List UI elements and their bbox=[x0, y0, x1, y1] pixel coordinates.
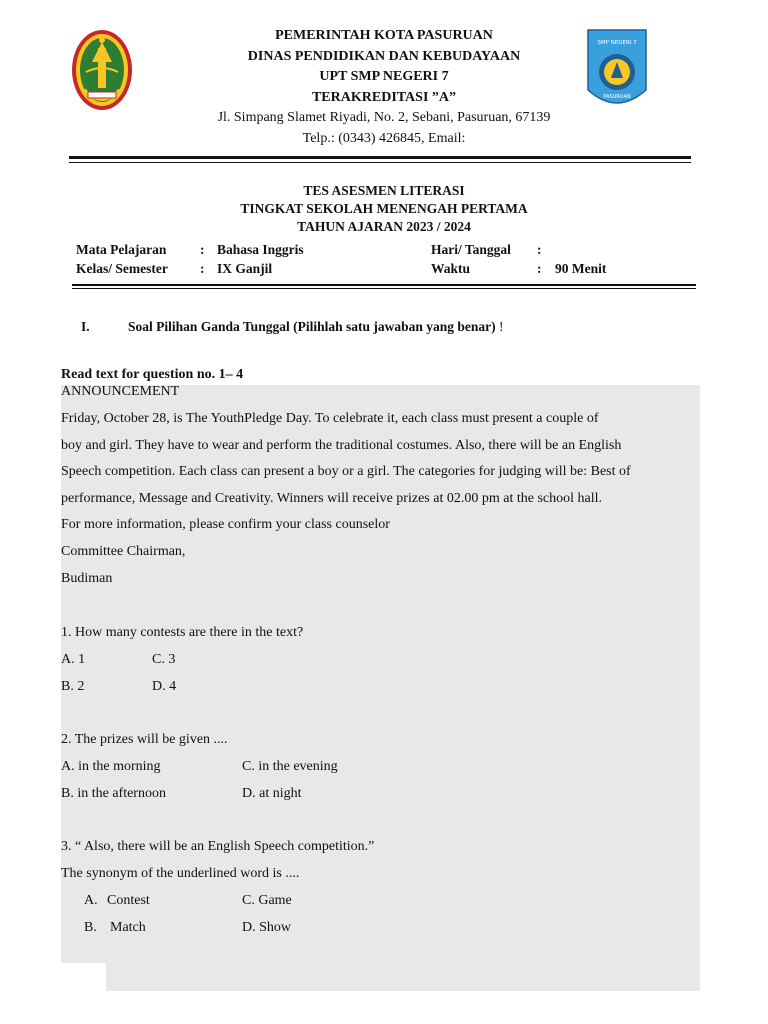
question-3-stem-2: The synonym of the underlined word is .... bbox=[61, 866, 300, 881]
reading-line: Committee Chairman, bbox=[61, 544, 186, 559]
divider-thick bbox=[69, 156, 691, 159]
question-3-option-b-text: Match bbox=[110, 920, 146, 935]
info-label-date: Hari/ Tanggal bbox=[431, 242, 511, 257]
question-1-stem: 1. How many contests are there in the text? bbox=[61, 625, 304, 640]
question-3-stem: 3. “ Also, there will be an English Speech competition.” bbox=[61, 839, 375, 854]
exam-title bbox=[0, 182, 768, 236]
reading-line: Speech competition. Each class can present a boy or a girl. The categories for judging will be: Best of bbox=[61, 464, 631, 479]
question-2-stem: 2. The prizes will be given .... bbox=[61, 732, 228, 747]
question-2-option-b: B. in the afternoon bbox=[61, 786, 166, 801]
highlight-gap bbox=[61, 963, 106, 991]
reading-line: boy and girl. They have to wear and perform the traditional costumes. Also, there will be an English bbox=[61, 438, 622, 453]
info-colon: : bbox=[200, 242, 205, 257]
section-number: I. bbox=[81, 319, 90, 334]
info-colon: : bbox=[200, 261, 205, 276]
reading-line: Budiman bbox=[61, 571, 113, 586]
letterhead-line: PEMERINTAH KOTA PASURUAN bbox=[275, 28, 493, 43]
info-value-subject: Bahasa Inggris bbox=[217, 242, 304, 257]
shield-top-text: SMP NEGERI 7 bbox=[597, 40, 637, 46]
question-2-option-a: A. in the morning bbox=[61, 759, 161, 774]
exam-title-line: TAHUN AJARAN 2023 / 2024 bbox=[297, 219, 471, 234]
letterhead-line: UPT SMP NEGERI 7 bbox=[319, 69, 449, 84]
question-1-option-a: A. 1 bbox=[61, 652, 86, 667]
reading-instruction: Read text for question no. 1– 4 bbox=[61, 367, 244, 382]
question-1-option-c: C. 3 bbox=[152, 652, 176, 667]
info-label-class: Kelas/ Semester bbox=[76, 261, 168, 276]
info-colon: : bbox=[537, 261, 542, 276]
divider-thin bbox=[69, 162, 691, 163]
letterhead-phone: Telp.: (0343) 426845, Email: bbox=[302, 130, 466, 146]
info-value-time: 90 Menit bbox=[555, 261, 607, 276]
question-3-option-a-letter: A. bbox=[84, 893, 98, 908]
info-colon: : bbox=[537, 242, 542, 257]
divider-thick bbox=[72, 284, 696, 286]
question-2-option-c: C. in the evening bbox=[242, 759, 338, 774]
info-label-subject: Mata Pelajaran bbox=[76, 242, 167, 257]
reading-line: performance, Message and Creativity. Winners will receive prizes at 02.00 pm at the school hall. bbox=[61, 491, 602, 506]
letterhead-address: Jl. Simpang Slamet Riyadi, No. 2, Sebani, Pasuruan, 67139 bbox=[217, 110, 551, 125]
divider-thin bbox=[72, 288, 696, 289]
info-label-time: Waktu bbox=[431, 261, 471, 276]
question-3-option-d: D. Show bbox=[242, 920, 292, 935]
reading-line: For more information, please confirm your class counselor bbox=[61, 517, 390, 532]
announcement-heading: ANNOUNCEMENT bbox=[61, 384, 180, 399]
letterhead bbox=[0, 26, 768, 149]
shield-bottom-text: PASURUAN bbox=[603, 94, 631, 100]
section-suffix: ! bbox=[495, 319, 504, 334]
section-heading bbox=[128, 319, 504, 335]
letterhead-line: DINAS PENDIDIKAN DAN KEBUDAYAAN bbox=[247, 48, 521, 64]
question-3-option-a-text: Contest bbox=[107, 893, 150, 908]
question-3-option-b-letter: B. bbox=[84, 920, 97, 935]
letterhead-line: TERAKREDITASI ”A” bbox=[311, 89, 457, 105]
section-title: Soal Pilihan Ganda Tunggal (Pilihlah satu jawaban yang benar) bbox=[128, 319, 496, 334]
question-2-option-d: D. at night bbox=[242, 786, 302, 801]
question-1-option-d: D. 4 bbox=[152, 679, 177, 694]
question-1-option-b: B. 2 bbox=[61, 679, 85, 694]
info-value-class: IX Ganjil bbox=[217, 261, 273, 276]
question-3-option-c: C. Game bbox=[242, 893, 292, 908]
reading-line: Friday, October 28, is The YouthPledge Day. To celebrate it, each class must present a couple of bbox=[61, 411, 599, 426]
exam-title-line: TES ASESMEN LITERASI bbox=[303, 183, 465, 198]
exam-title-line: TINGKAT SEKOLAH MENENGAH PERTAMA bbox=[240, 201, 528, 216]
